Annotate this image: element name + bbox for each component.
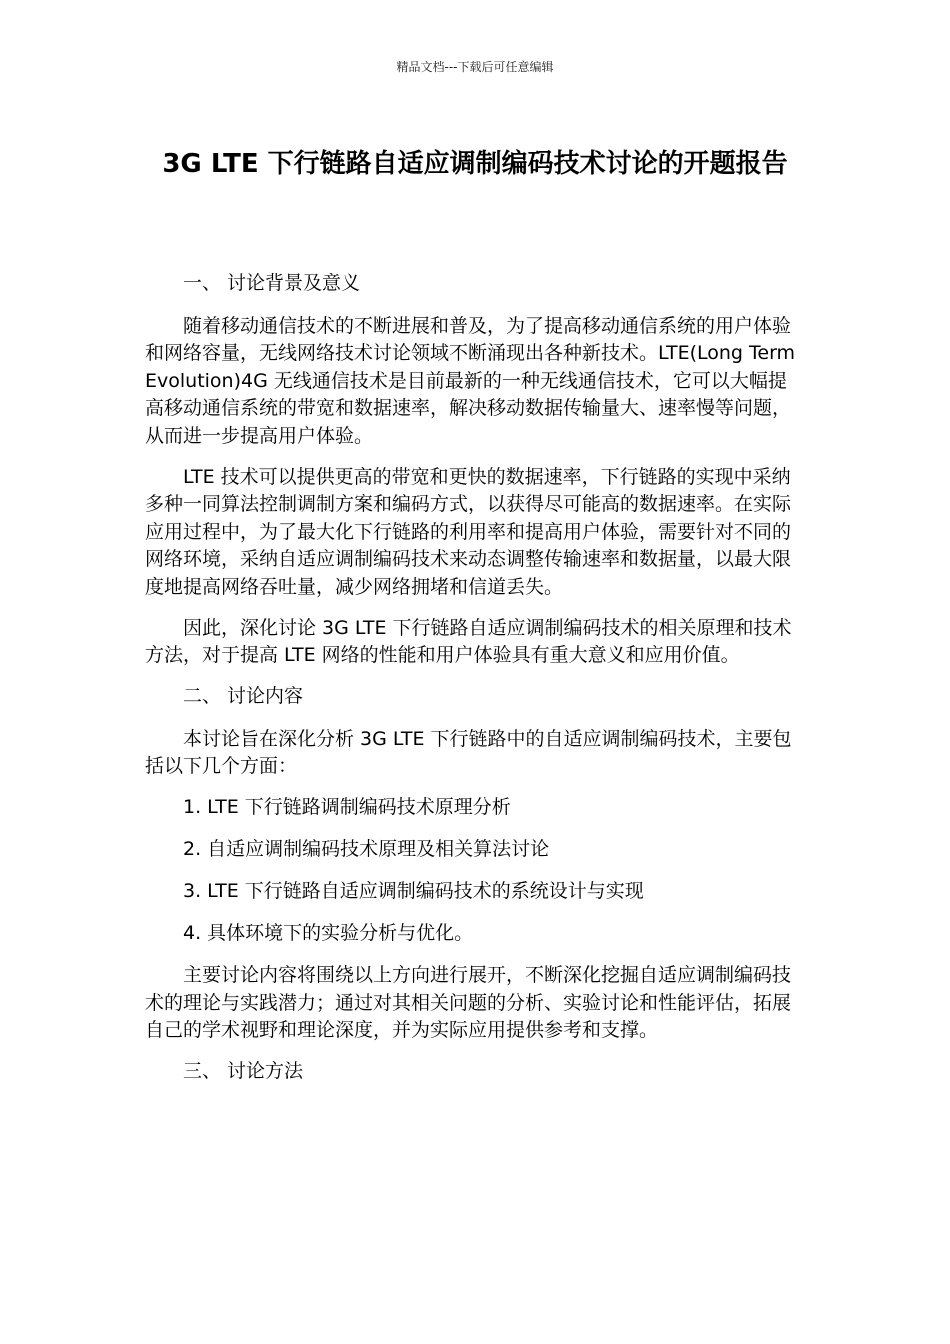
list-item: 4. 具体环境下的实验分析与优化。 <box>183 922 474 944</box>
document-title: 3G LTE 下行链路自适应调制编码技术讨论的开题报告 <box>162 149 788 179</box>
paragraph: 因此，深化讨论 3G LTE 下行链路自适应调制编码技术的相关原理和技术方法，对于提高 LTE 网络的性能和用户体验具有重大意义和应用价值。 <box>145 616 792 666</box>
paragraph: 随着移动通信技术的不断进展和普及，为了提高移动通信系统的用户体验和网络容量，无线网络技术讨论领域不断涌现出各种新技术。LTE(Long Term Evolution)4G 无线通信技术是目前最新的一种无线通信技术，它可以大幅提高移动通信系统的带宽和数据速率，解决移动数据传输量大、速率慢等问题，从而进一步提高用户体验。 <box>145 314 796 447</box>
list-item: 1. LTE 下行链路调制编码技术原理分析 <box>183 796 511 818</box>
paragraph: LTE 技术可以提供更高的带宽和更快的数据速率，下行链路的实现中采纳多种一同算法控制调制方案和编码方式，以获得尽可能高的数据速率。在实际应用过程中，为了最大化下行链路的利用率和提高用户体验，需要针对不同的网络环境，采纳自适应调制编码技术来动态调整传输速率和数据量，以最大限度地提高网络吞吐量，减少网络拥堵和信道丢失。 <box>145 465 792 598</box>
paragraph: 本讨论旨在深化分析 3G LTE 下行链路中的自适应调制编码技术，主要包括以下几个方面： <box>145 727 792 777</box>
section-heading-method: 三、 讨论方法 <box>183 1060 304 1082</box>
paragraph: 主要讨论内容将围绕以上方向进行展开，不断深化挖掘自适应调制编码技术的理论与实践潜力；通过对其相关问题的分析、实验讨论和性能评估，拓展自己的学术视野和理论深度，并为实际应用提供参考和支撑。 <box>145 964 792 1041</box>
list-item: 2. 自适应调制编码技术原理及相关算法讨论 <box>183 838 550 860</box>
section-heading-background: 一、 讨论背景及意义 <box>183 272 361 294</box>
section-heading-content: 二、 讨论内容 <box>183 685 304 707</box>
list-item: 3. LTE 下行链路自适应调制编码技术的系统设计与实现 <box>183 880 644 902</box>
document-body <box>145 270 805 1101</box>
page-header: 精品文档---下载后可任意编辑 <box>396 60 554 74</box>
